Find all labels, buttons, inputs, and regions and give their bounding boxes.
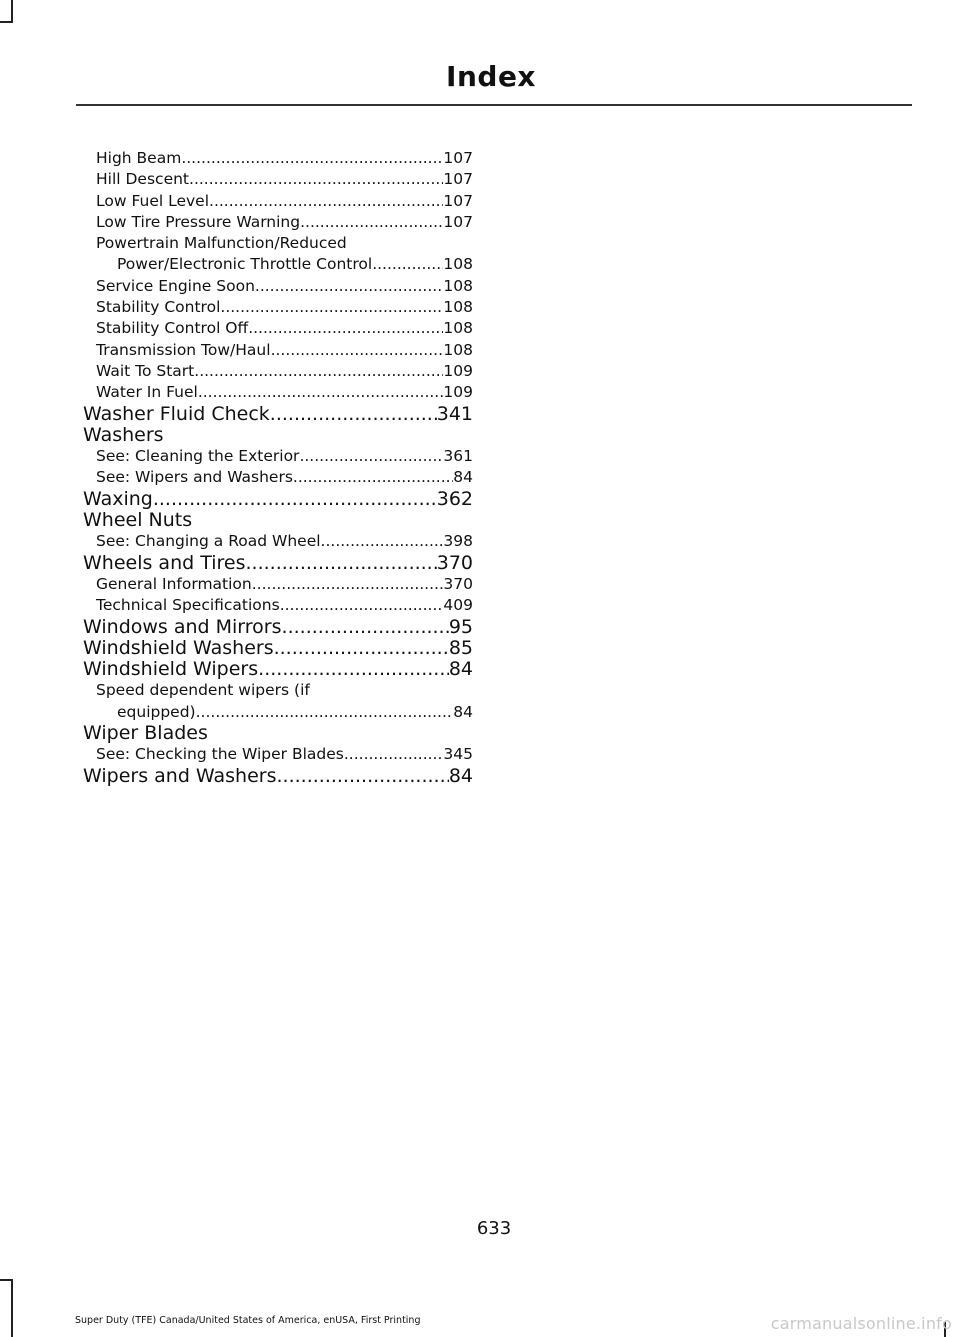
entry-label: See: Checking the Wiper Blades bbox=[96, 745, 344, 764]
index-subentry bbox=[83, 744, 473, 765]
dot-leader bbox=[321, 531, 444, 552]
entry-page-number: 108 bbox=[443, 298, 473, 317]
index-heading: Wiper Blades bbox=[83, 722, 208, 745]
dot-leader bbox=[189, 169, 443, 190]
entry-label: Washer Fluid Check bbox=[83, 402, 270, 425]
dot-leader bbox=[246, 553, 437, 574]
entry-label: Wheels and Tires bbox=[83, 551, 246, 574]
entry-page-number: 107 bbox=[443, 149, 473, 167]
index-subentry bbox=[83, 446, 473, 467]
entry-page-number: 84 bbox=[453, 468, 473, 487]
index-entry bbox=[83, 766, 473, 787]
entry-page-number: 362 bbox=[436, 487, 473, 510]
index-subentry bbox=[83, 254, 473, 275]
entry-page-number: 370 bbox=[443, 574, 473, 593]
dot-leader bbox=[300, 212, 443, 233]
entry-label: Service Engine Soon bbox=[96, 276, 255, 295]
crop-mark-top-left-v bbox=[11, 0, 13, 22]
index-subentry bbox=[83, 276, 473, 297]
dot-leader bbox=[252, 574, 444, 595]
entry-label: Hill Descent bbox=[96, 170, 190, 189]
dot-leader bbox=[209, 191, 443, 212]
entry-label: Technical Specifications bbox=[96, 596, 280, 615]
entry-page-number: 409 bbox=[443, 596, 473, 615]
entry-label: See: Cleaning the Exterior bbox=[96, 447, 300, 466]
entry-label: Windshield Wipers bbox=[83, 658, 259, 681]
dot-leader bbox=[280, 595, 444, 616]
index-subentry bbox=[83, 702, 473, 723]
entry-page-number: 108 bbox=[443, 255, 473, 274]
index-heading: Washers bbox=[83, 423, 164, 446]
entry-label: High Beam bbox=[96, 149, 182, 167]
index-subentry bbox=[83, 297, 473, 318]
entry-page-number: 84 bbox=[453, 702, 473, 721]
entry-label: Stability Control bbox=[96, 298, 221, 317]
entry-label: Low Fuel Level bbox=[96, 191, 210, 210]
index-subentry bbox=[83, 148, 473, 169]
page-title: Index bbox=[446, 60, 536, 93]
dot-leader bbox=[153, 489, 437, 510]
entry-label: Transmission Tow/Haul bbox=[96, 340, 271, 359]
index-subentry-line: Speed dependent wipers (if bbox=[96, 681, 310, 700]
entry-page-number: 107 bbox=[443, 191, 473, 210]
index-subentry bbox=[83, 574, 473, 595]
index-subentry bbox=[83, 212, 473, 233]
entry-page-number: 107 bbox=[443, 170, 473, 189]
index-entry bbox=[83, 659, 473, 680]
entry-page-number: 345 bbox=[443, 745, 473, 764]
index-subentry-line: Powertrain Malfunction/Reduced bbox=[96, 234, 347, 253]
index-subentry bbox=[83, 467, 473, 488]
index-subentry bbox=[83, 169, 473, 190]
entry-page-number: 361 bbox=[443, 447, 473, 466]
index-subentry bbox=[83, 318, 473, 339]
entry-page-number: 109 bbox=[443, 383, 473, 402]
entry-page-number: 84 bbox=[448, 764, 473, 787]
entry-page-number: 108 bbox=[443, 319, 473, 338]
index-subentry bbox=[83, 361, 473, 382]
index-entry bbox=[83, 404, 473, 425]
dot-leader bbox=[282, 617, 449, 638]
entry-label: See: Changing a Road Wheel bbox=[96, 532, 321, 551]
crop-mark-top-left-h bbox=[0, 21, 13, 23]
index-entry bbox=[83, 638, 473, 659]
dot-leader bbox=[194, 361, 443, 382]
dot-leader bbox=[198, 382, 444, 403]
dot-leader bbox=[258, 659, 449, 680]
watermark: carmanualsonline.info bbox=[770, 1314, 952, 1333]
header-divider bbox=[76, 104, 912, 106]
entry-page-number: 341 bbox=[436, 402, 473, 425]
index-subentry bbox=[83, 531, 473, 552]
entry-label: Wait To Start bbox=[96, 361, 195, 380]
entry-page-number: 109 bbox=[443, 361, 473, 380]
dot-leader bbox=[372, 254, 443, 275]
index-subentry bbox=[83, 382, 473, 403]
entry-label: Stability Control Off bbox=[96, 319, 249, 338]
crop-mark-bottom-left-v bbox=[11, 1280, 13, 1337]
entry-page-number: 398 bbox=[443, 532, 473, 551]
dot-leader bbox=[271, 340, 444, 361]
dot-leader bbox=[274, 638, 449, 659]
entry-label: Water In Fuel bbox=[96, 383, 198, 402]
entry-label: equipped) bbox=[117, 702, 196, 721]
page-number: 633 bbox=[476, 1218, 512, 1239]
index-entry bbox=[83, 489, 473, 510]
index-heading: Wheel Nuts bbox=[83, 509, 193, 532]
entry-label: General Information bbox=[96, 574, 252, 593]
entry-page-number: 370 bbox=[436, 551, 473, 574]
entry-page-number: 108 bbox=[443, 340, 473, 359]
index-entry bbox=[83, 617, 473, 638]
entry-page-number: 84 bbox=[448, 658, 473, 681]
index-subentry bbox=[83, 191, 473, 212]
index-entry bbox=[83, 553, 473, 574]
dot-leader bbox=[299, 446, 443, 467]
entry-label: Low Tire Pressure Warning bbox=[96, 212, 301, 231]
entry-page-number: 108 bbox=[443, 276, 473, 295]
dot-leader bbox=[293, 467, 453, 488]
dot-leader bbox=[344, 744, 444, 765]
index-subentry bbox=[83, 340, 473, 361]
crop-mark-bottom-left-h bbox=[0, 1279, 13, 1281]
dot-leader bbox=[196, 702, 454, 723]
entry-page-number: 95 bbox=[448, 615, 473, 638]
dot-leader bbox=[255, 276, 444, 297]
footer-text: Super Duty (TFE) Canada/United States of America, enUSA, First Printing bbox=[75, 1315, 421, 1326]
index-list bbox=[83, 148, 473, 787]
entry-page-number: 107 bbox=[443, 212, 473, 231]
entry-label: See: Wipers and Washers bbox=[96, 468, 293, 487]
dot-leader bbox=[220, 297, 443, 318]
entry-label: Windows and Mirrors bbox=[83, 615, 282, 638]
entry-label: Windshield Washers bbox=[83, 636, 274, 659]
dot-leader bbox=[270, 404, 437, 425]
entry-label: Wipers and Washers bbox=[83, 764, 277, 787]
index-subentry bbox=[83, 595, 473, 616]
dot-leader bbox=[277, 766, 449, 787]
dot-leader bbox=[181, 148, 443, 169]
entry-label: Power/Electronic Throttle Control bbox=[117, 255, 373, 274]
dot-leader bbox=[248, 318, 443, 339]
entry-page-number: 85 bbox=[448, 636, 473, 659]
entry-label: Waxing bbox=[83, 487, 153, 510]
